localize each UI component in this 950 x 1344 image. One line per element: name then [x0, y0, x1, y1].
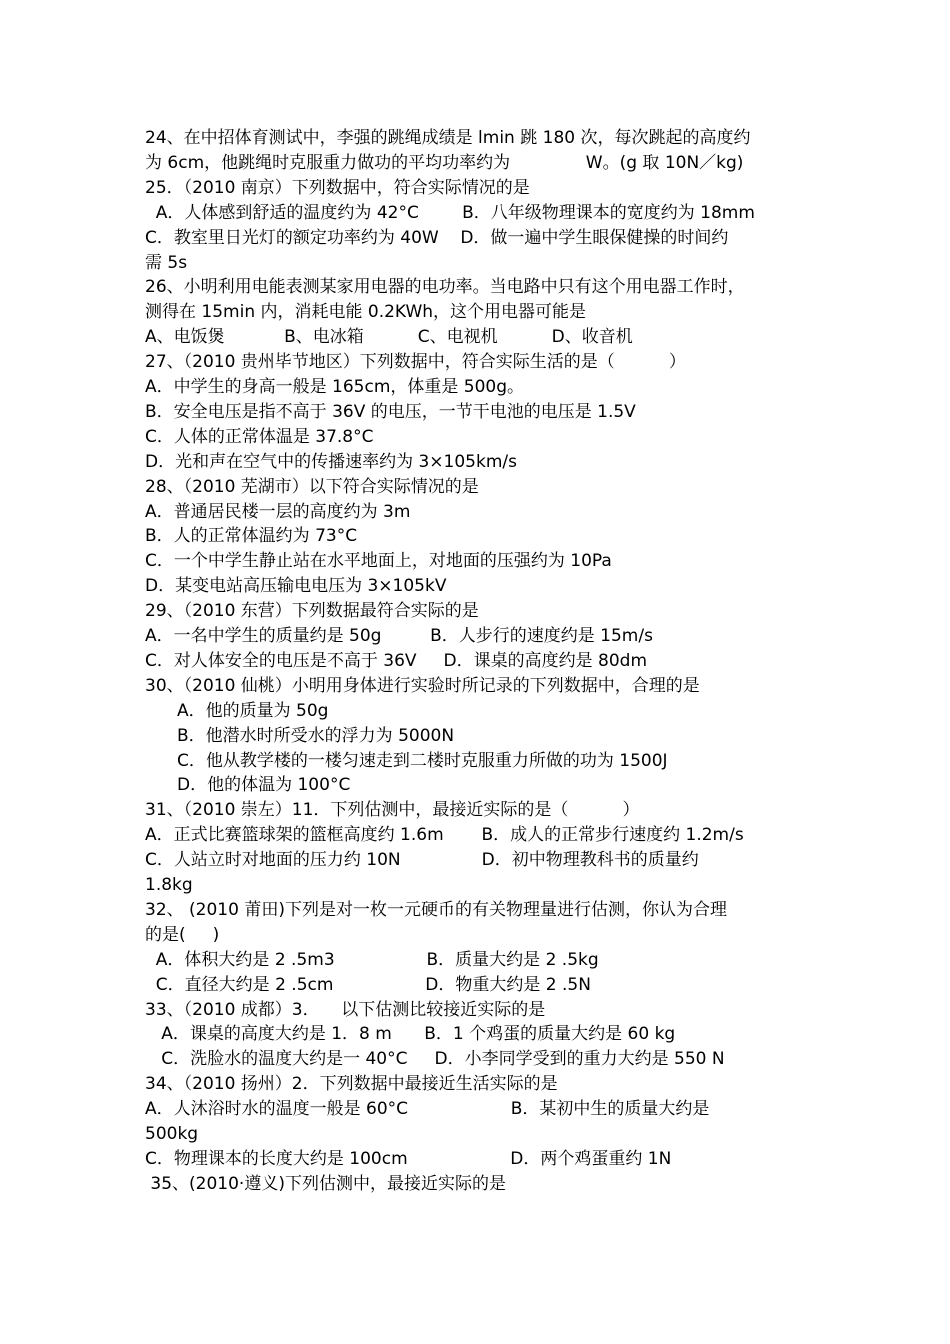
text-line: A．人体感到舒适的温度约为 42°C B．八年级物理课本的宽度约为 18mm — [145, 202, 755, 223]
text-line: 1.8kg — [145, 875, 193, 895]
text-line: A．人沐浴时水的温度一般是 60°C B．某初中生的质量大约是 — [145, 1099, 710, 1120]
text-line: C．人站立时对地面的压力约 10N D．初中物理教科书的质量约 — [145, 850, 699, 871]
text-line: A、电饭煲 B、电冰箱 C、电视机 D、收音机 — [145, 327, 633, 348]
text-line: B．安全电压是指不高于 36V 的电压，一节干电池的电压是 1.5V — [145, 401, 636, 422]
text-line: A．课桌的高度大约是 1．8 m B．1 个鸡蛋的质量大约是 60 kg — [145, 1024, 676, 1045]
text-line: A．中学生的身高一般是 165cm，体重是 500g。 — [145, 377, 525, 397]
text-line: 26、小明利用电能表测某家用电器的电功率。当电路中只有这个用电器工作时， — [145, 277, 745, 298]
text-line: D．某变电站高压输电电压为 3×105kV — [145, 576, 447, 597]
text-line: 25．（2010 南京）下列数据中，符合实际情况的是 — [145, 177, 530, 198]
text-line: 33、（2010 成都）3． 以下估测比较接近实际的是 — [145, 999, 546, 1020]
text-line: A．一名中学生的质量约是 50g B．人步行的速度约是 15m/s — [145, 626, 653, 646]
text-line: C．他从教学楼的一楼匀速走到二楼时克服重力所做的功为 1500J — [177, 750, 668, 771]
text-line: 为 6cm，他跳绳时克服重力做功的平均功率约为 W。(g 取 10N／kg) — [145, 152, 744, 173]
text-line: B．他潜水时所受水的浮力为 5000N — [177, 725, 455, 746]
text-line: A．普通居民楼一层的高度约为 3m — [145, 501, 411, 522]
text-line: 29、（2010 东营）下列数据最符合实际的是 — [145, 601, 479, 622]
text-line: 测得在 15min 内，消耗电能 0.2KWh，这个用电器可能是 — [145, 302, 587, 323]
text-line: B．人的正常体温约为 73°C — [145, 526, 358, 547]
text-line: C．一个中学生静止站在水平地面上，对地面的压强约为 10Pa — [145, 551, 612, 572]
text-line: C．物理课本的长度大约是 100cm D．两个鸡蛋重约 1N — [145, 1148, 672, 1169]
text-line: 500kg — [145, 1124, 199, 1144]
text-line: 32、 (2010 莆田)下列是对一枚一元硬币的有关物理量进行估测，你认为合理 — [145, 899, 727, 920]
text-line: 28、（2010 芜湖市）以下符合实际情况的是 — [145, 476, 479, 497]
text-line: C．洗脸水的温度大约是一 40°C D．小李同学受到的重力大约是 550 N — [145, 1049, 725, 1070]
text-line: C．人体的正常体温是 37.8°C — [145, 426, 374, 447]
text-line: A．正式比赛篮球架的篮框高度约 1.6m B．成人的正常步行速度约 1.2m/s — [145, 825, 744, 846]
text-line: D．光和声在空气中的传播速率约为 3×105km/s — [145, 451, 517, 472]
text-line: C．教室里日光灯的额定功率约为 40W D．做一遍中学生眼保健操的时间约 — [145, 227, 729, 248]
text-line: 35、(2010·遵义)下列估测中，最接近实际的是 — [145, 1173, 506, 1194]
text-line: 30、（2010 仙桃）小明用身体进行实验时所记录的下列数据中，合理的是 — [145, 675, 700, 696]
text-line: 的是( ) — [145, 924, 220, 945]
text-line: D．他的体温为 100°C — [177, 775, 351, 796]
text-line: A．他的质量为 50g — [177, 700, 329, 721]
text-line: 31、（2010 崇左）11．下列估测中，最接近实际的是（ ） — [145, 800, 640, 821]
text-line: C．直径大约是 2 .5cm D．物重大约是 2 .5N — [145, 974, 591, 995]
text-line: C．对人体安全的电压是不高于 36V D．课桌的高度约是 80dm — [145, 650, 648, 671]
text-line: 24、在中招体育测试中，李强的跳绳成绩是 lmin 跳 180 次，每次跳起的高度约 — [145, 128, 751, 148]
text-line: A．体积大约是 2 .5m3 B．质量大约是 2 .5kg — [145, 949, 599, 970]
text-line: 需 5s — [145, 252, 188, 273]
text-line: 27、（2010 贵州毕节地区）下列数据中，符合实际生活的是（ ） — [145, 352, 686, 373]
text-line: 34、（2010 扬州）2．下列数据中最接近生活实际的是 — [145, 1074, 558, 1095]
